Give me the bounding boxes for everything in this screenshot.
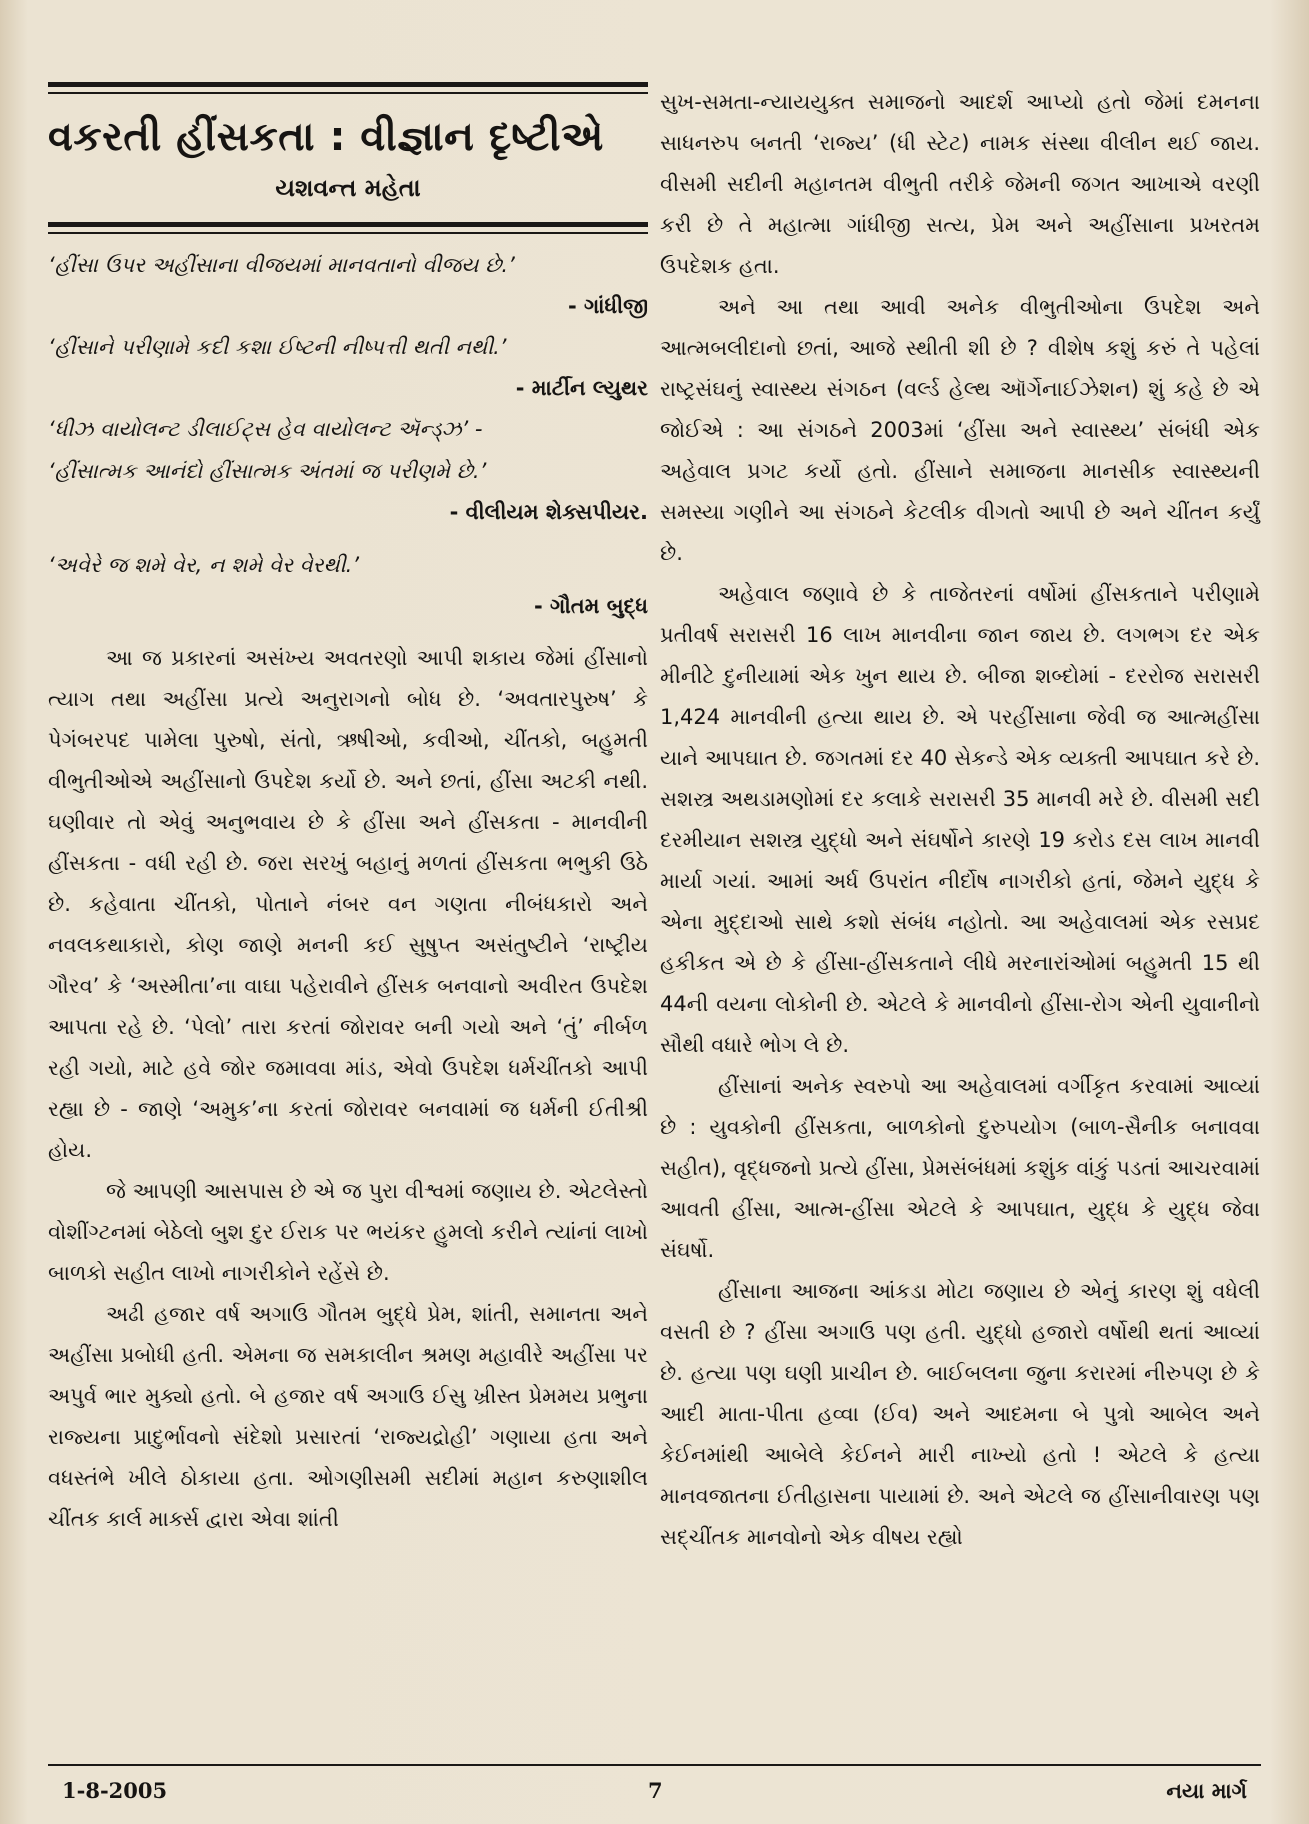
quote-line: ‘હીંસા ઉપર અહીંસાના વીજયમાં માનવતાનો વીજય છે.’ <box>48 253 515 277</box>
author-bottom-rule-thin <box>48 232 648 234</box>
quote-line: ‘હીંસાને પરીણામે કદી કશા ઈષ્ટની નીષ્પત્તી થતી નથી.’ <box>48 335 507 359</box>
body-paragraph: આ જ પ્રકારનાં અસંખ્ય અવતરણો આપી શકાય જેમાં હીંસાનો ત્યાગ તથા અહીંસા પ્રત્યે અનુરાગનો બોધ છે. ‘અવતારપુરુષ’ કે પેગંબરપદ પામેલા પુરુષો, સંતો, ઋષીઓ, કવીઓ, ચીંતકો, બહુમતી વીભુતીઓએ અહીંસાનો ઉપદેશ કર્યો છે. અને છતાં, હીંસા અટકી નથી. ઘણીવાર તો એવું અનુભવાય છે કે હીંસા અને હીંસકતા - માનવીની હીંસકતા - વધી રહી છે. જરા સરખું બહાનું મળતાં હીંસકતા ભભુકી ઉઠે છે. કહેવાતા ચીંતકો, પોતાને નંબર વન ગણતા નીબંધકારો અને નવલકથાકારો, કોણ જાણે મનની કઈ સુષુપ્ત અસંતુષ્ટીને ‘રાષ્ટ્રીય ગૌરવ’ કે ‘અસ્મીતા’ના વાઘા પહેરાવીને હીંસક બનવાનો અવીરત ઉપદેશ આપતા રહે છે. ‘પેલો’ તારા કરતાં જોરાવર બની ગયો અને ‘તું’ નીર્બળ રહી ગયો, માટે હવે જોર જમાવવા માંડ, એવો ઉપદેશ ધર્મચીંતકો આપી રહ્યા છે - જાણે ‘અમુક’ના કરતાં જોરાવર બનવામાં જ ધર્મની ઈતીશ્રી હોય. <box>48 646 648 1162</box>
body-paragraph: સુખ-સમતા-ન્યાયયુક્ત સમાજનો આદર્શ આપ્યો હતો જેમાં દમનના સાધનરુપ બનતી ‘રાજ્ય’ (ધી સ્ટેટ) નામક સંસ્થા વીલીન થઈ જાય. વીસમી સદીની મહાનતમ વીભુતી તરીકે જેમની જગત આખાએ વરણી કરી છે તે મહાત્મા ગાંધીજી સત્ય, પ્રેમ અને અહીંસાના પ્રખરતમ ઉપદેશક હતા. <box>660 90 1260 278</box>
epigraph-quote <box>48 408 648 532</box>
epigraph-quote <box>48 544 648 626</box>
footer-date: 1-8-2005 <box>62 1778 168 1803</box>
right-column <box>660 82 1260 1558</box>
epigraph-quote <box>48 244 648 326</box>
article-title: વકરતી હીંસકતા : વીજ્ઞાન દૃષ્ટીએ <box>48 114 604 160</box>
quote-attribution: - માર્ટીન લ્યુથર <box>515 376 648 400</box>
left-column <box>48 82 648 1540</box>
body-paragraph: અઢી હજાર વર્ષ અગાઉ ગૌતમ બુદ્ધે પ્રેમ, શાંતી, સમાનતા અને અહીંસા પ્રબોધી હતી. એમના જ સમકાલીન શ્રમણ મહાવીરે અહીંસા પર અપુર્વ ભાર મુક્યો હતો. બે હજાર વર્ષ અગાઉ ઈસુ ખ્રીસ્ત પ્રેમમય પ્રભુના રાજ્યના પ્રાદુર્ભાવનો સંદેશો પ્રસારતાં ‘રાજ્યદ્રોહી’ ગણાયા હતા અને વધસ્તંભે ખીલે ઠોકાયા હતા. ઓગણીસમી સદીમાં મહાન કરુણાશીલ ચીંતક કાર્લ માર્ક્સ દ્વારા એવા શાંતી <box>48 1302 648 1531</box>
body-paragraph: હીંસાના આજના આંકડા મોટા જણાય છે એનું કારણ શું વધેલી વસતી છે ? હીંસા અગાઉ પણ હતી. યુદ્ધો હજારો વર્ષોથી થતાં આવ્યાં છે. હત્યા પણ ઘણી પ્રાચીન છે. બાઈબલના જુના કરારમાં નીરુપણ છે કે આદી માતા-પીતા હવ્વા (ઈવ) અને આદમના બે પુત્રો આબેલ અને કેઈનમાંથી આબેલે કેઈનને મારી નાખ્યો હતો ! એટલે કે હત્યા માનવજાતના ઈતીહાસના પાયામાં છે. અને એટલે જ હીંસાનીવારણ પણ સદ્ચીંતક માનવોનો એક વીષય રહ્યો <box>660 1279 1260 1549</box>
article-author: યશવન્ત મહેતા <box>275 174 421 202</box>
epigraph-quote <box>48 326 648 408</box>
quote-line: ‘હીંસાત્મક આનંદો હીંસાત્મક અંતમાં જ પરીણમે છે.’ <box>48 459 487 483</box>
body-paragraph: હીંસાનાં અનેક સ્વરુપો આ અહેવાલમાં વર્ગીકૃત કરવામાં આવ્યાં છે : યુવકોની હીંસકતા, બાળકોનો દુરુપયોગ (બાળ-સૈનીક બનાવવા સહીત), વૃદ્ધજનો પ્રત્યે હીંસા, પ્રેમસંબંધમાં કશુંક વાંકું પડતાં આચરવામાં આવતી હીંસા, આત્મ-હીંસા એટલે કે આપઘાત, યુદ્ધ કે યુદ્ધ જેવા સંઘર્ષો. <box>660 1074 1260 1262</box>
quote-attribution: - ગાંધીજી <box>567 294 648 318</box>
quote-line: ‘ધીઝ વાયોલન્ટ ડીલાઈટ્સ હેવ વાયોલન્ટ ઍન્ડ્ઝ’ - <box>48 417 483 441</box>
title-top-rule <box>48 82 648 87</box>
body-paragraph: જે આપણી આસપાસ છે એ જ પુરા વીશ્વમાં જણાય છે. એટલેસ્તો વોશીંગ્ટનમાં બેઠેલો બુશ દુર ઈરાક પર ભયંકર હુમલો કરીને ત્યાંનાં લાખો બાળકો સહીત લાખો નાગરીકોને રહેંસે છે. <box>48 1179 648 1285</box>
quote-attribution: - વીલીયમ શેક્સપીયર. <box>449 500 648 524</box>
author-bottom-rule <box>48 222 648 227</box>
magazine-name: નયા માર્ગ <box>1166 1778 1247 1803</box>
quote-line: ‘અવેરે જ શમે વેર, ન શમે વેર વેરથી.’ <box>48 553 360 577</box>
quote-attribution: - ગૌતમ બુદ્ધ <box>533 594 648 618</box>
footer-rule <box>48 1764 1261 1766</box>
body-paragraph: અહેવાલ જણાવે છે કે તાજેતરનાં વર્ષોમાં હીંસકતાને પરીણામે પ્રતીવર્ષ સરાસરી 16 લાખ માનવીના જાન જાય છે. લગભગ દર એક મીનીટે દુનીયામાં એક ખુન થાય છે. બીજા શબ્દોમાં - દરરોજ સરાસરી 1,424 માનવીની હત્યા થાય છે. એ પરહીંસાના જેવી જ આત્મહીંસા યાને આપઘાત છે. જગતમાં દર 40 સેકન્ડે એક વ્યક્તી આપઘાત કરે છે. સશસ્ત્ર અથડામણોમાં દર કલાકે સરાસરી 35 માનવી મરે છે. વીસમી સદી દરમીયાન સશસ્ત્ર યુદ્ધો અને સંઘર્ષોને કારણે 19 કરોડ દસ લાખ માનવી માર્યા ગયાં. આમાં અર્ધ ઉપરાંત નીર્દોષ નાગરીકો હતાં, જેમને યુદ્ધ કે એના મુદ્દાઓ સાથે કશો સંબંધ નહોતો. આ અહેવાલમાં એક રસપ્રદ હકીકત એ છે કે હીંસા-હીંસકતાને લીધે મરનારાંઓમાં બહુમતી 15 થી 44ની વયના લોકોની છે. એટલે કે માનવીનો હીંસા-રોગ એની યુવાનીનો સૌથી વધારે ભોગ લે છે. <box>660 582 1260 1057</box>
title-top-rule-thin <box>48 92 648 94</box>
page-number: 7 <box>648 1778 663 1803</box>
body-paragraph: અને આ તથા આવી અનેક વીભુતીઓના ઉપદેશ અને આત્મબલીદાનો છતાં, આજે સ્થીતી શી છે ? વીશેષ કશું કરું તે પહેલાં રાષ્ટ્રસંઘનું સ્વાસ્થ્ય સંગઠન (વર્લ્ડ હેલ્થ ઑર્ગેનાઈઝેશન) શું કહે છે એ જોઈએ : આ સંગઠને 2003માં ‘હીંસા અને સ્વાસ્થ્ય’ સંબંધી એક અહેવાલ પ્રગટ કર્યો હતો. હીંસાને સમાજના માનસીક સ્વાસ્થ્યની સમસ્યા ગણીને આ સંગઠને કેટલીક વીગતો આપી છે અને ચીંતન કર્યું છે. <box>660 295 1260 565</box>
